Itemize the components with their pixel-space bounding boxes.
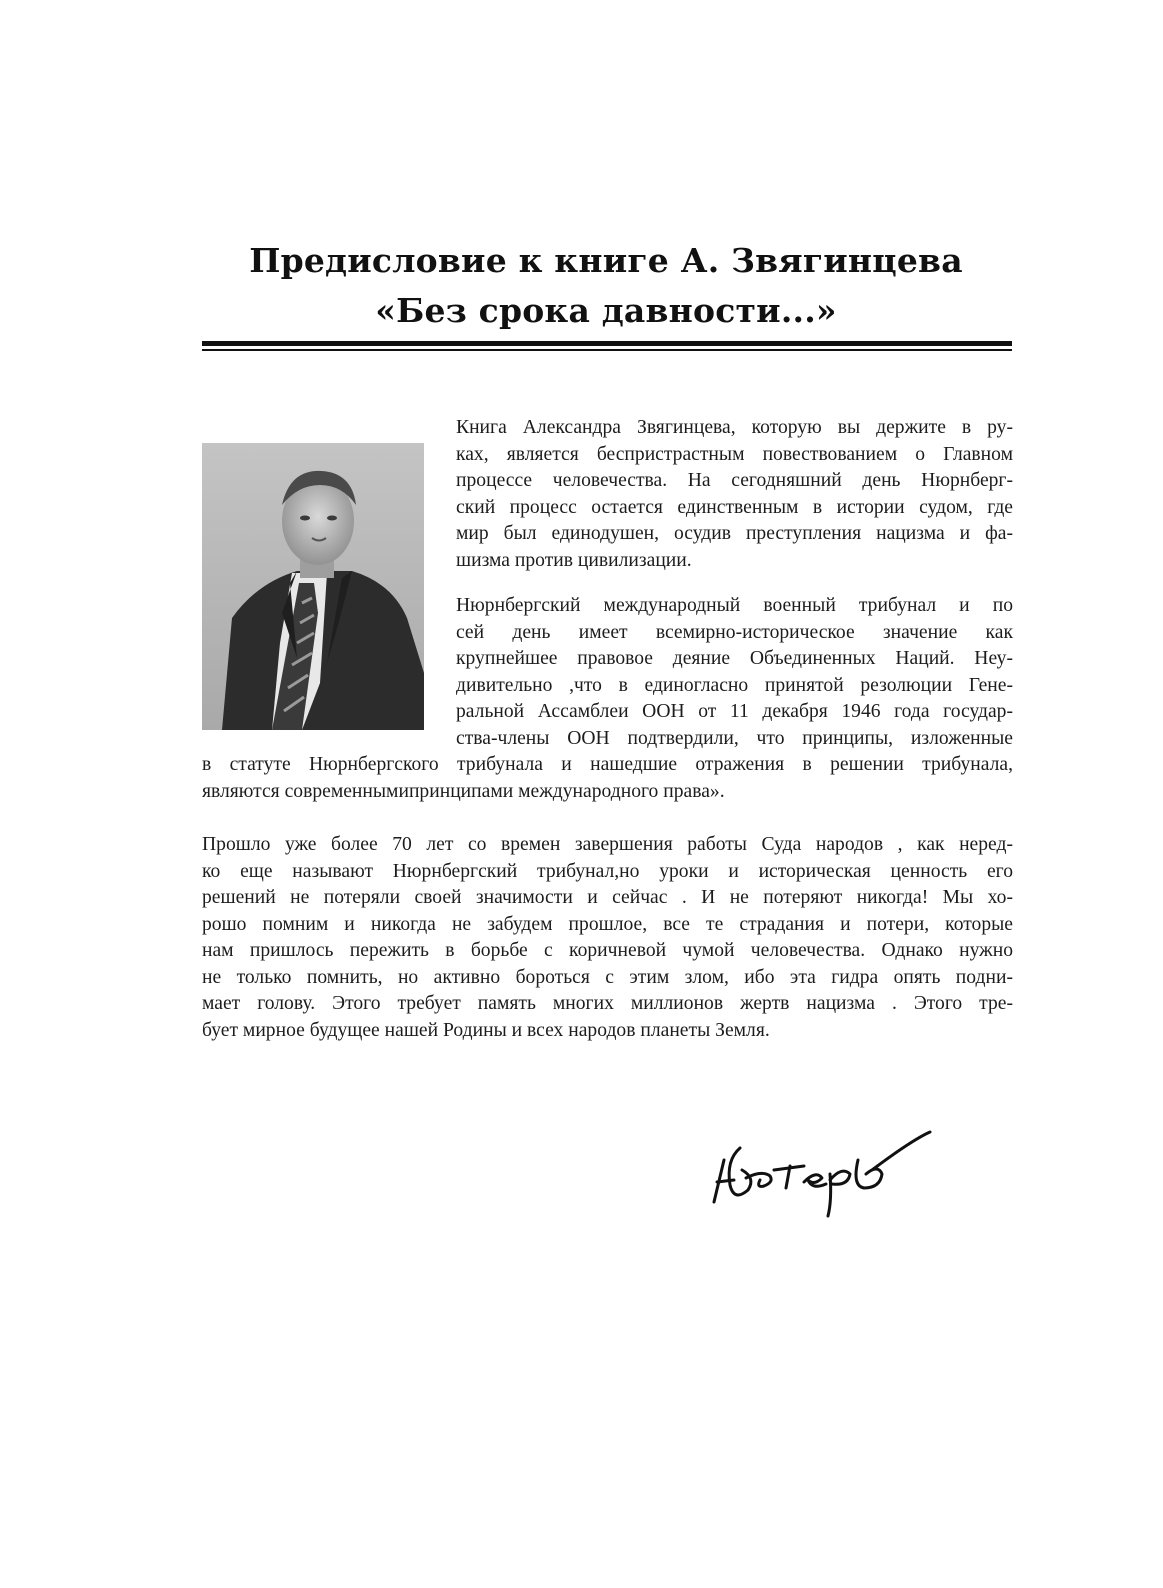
text-line: рошо помним и никогда не забудем прошлое, все те страдания и потери, которые (202, 913, 1013, 935)
paragraph-intro (456, 415, 1013, 574)
title-rule-thick (202, 341, 1012, 346)
text-line: являются современнымипринципами международного права». (202, 780, 725, 802)
text-line: дивительно ,что в единогласно принятой резолюции Гене- (456, 674, 1013, 696)
handwritten-signature (712, 1130, 942, 1220)
text-line: ках, является беспристрастным повествованием о Главном (456, 443, 1013, 465)
text-line: в статуте Нюрнбергского трибунала и нашедшие отражения в решении трибунала, (202, 754, 1013, 775)
text-line: процессе человечества. На сегодняшний день Нюрнберг- (456, 470, 1013, 491)
paragraph-tribunal (456, 593, 1013, 752)
text-line: не только помнить, но активно бороться с этим злом, ибо эта гидра опять подни- (202, 966, 1013, 988)
text-line: шизма против цивилизации. (456, 549, 692, 571)
text-line: мир был единодушен, осудив преступления нацизма и фа- (456, 523, 1013, 544)
text-line: ский процесс остается единственным в истории судом, где (456, 496, 1013, 518)
paragraph-tribunal-continued (202, 752, 1013, 805)
text-line: крупнейшее правовое деяние Объединенных Наций. Неу- (456, 648, 1013, 669)
text-line: ральной Ассамблеи ООН от 11 декабря 1946 года государ- (456, 701, 1013, 722)
text-line: нам пришлось пережить в борьбе с коричневой чумой человечества. Однако нужно (202, 940, 1013, 961)
title-rule-thin (202, 349, 1012, 351)
title-line-2: «Без срока давности...» (375, 291, 837, 330)
page-title (200, 236, 1012, 336)
text-line: Нюрнбергский международный военный трибунал и по (456, 595, 1013, 616)
portrait-photo-drawing (202, 443, 424, 730)
title-line-1: Предисловие к книге А. Звягинцева (249, 241, 963, 280)
portrait-photo (202, 443, 424, 730)
text-line: ко еще называют Нюрнбергский трибунал,но уроки и историческая ценность его (202, 860, 1013, 882)
text-line: Прошло уже более 70 лет со времен завершения работы Суда народов , как неред- (202, 834, 1013, 855)
text-line: решений не потеряли своей значимости и сейчас . И не потеряют никогда! Мы хо- (202, 887, 1013, 908)
text-line: бует мирное будущее нашей Родины и всех народов планеты Земля. (202, 1019, 770, 1041)
text-line: ства-члены ООН подтвердили, что принципы, изложенные (456, 727, 1013, 749)
text-line: мает голову. Этого требует память многих миллионов жертв нацизма . Этого тре- (202, 993, 1013, 1014)
paragraph-memory (202, 832, 1013, 1044)
text-line: сей день имеет всемирно-историческое значение как (456, 621, 1013, 643)
text-line: Книга Александра Звягинцева, которую вы держите в ру- (456, 417, 1013, 438)
signature-drawing (712, 1130, 942, 1220)
